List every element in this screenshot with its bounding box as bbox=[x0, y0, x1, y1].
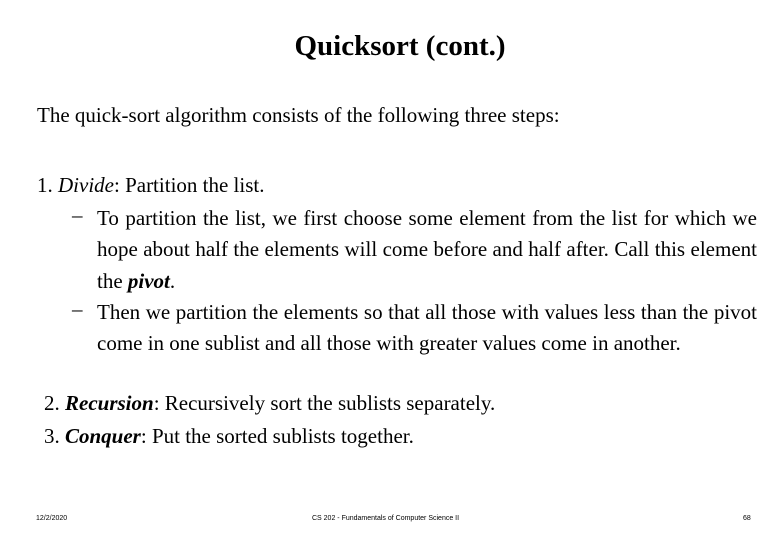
step-recursion bbox=[44, 391, 495, 416]
bullet-text-end: . bbox=[169, 268, 176, 293]
step-term: Conquer bbox=[65, 424, 141, 448]
step-divide bbox=[37, 173, 264, 198]
sub-bullet-sublists: Then we partition the elements so that all those with values less than the pivot come in one sublist and all those with greater values come in another. bbox=[97, 300, 757, 356]
step-number: 3. bbox=[44, 424, 65, 448]
step-term: Divide bbox=[58, 173, 114, 197]
bullet-dash: – bbox=[72, 297, 83, 321]
footer-course: CS 202 - Fundamentals of Computer Science II bbox=[312, 515, 460, 522]
step-number: 1. bbox=[37, 173, 58, 197]
slide-title: Quicksort (cont.) bbox=[294, 30, 506, 62]
pivot-term: pivot bbox=[127, 268, 170, 293]
step-text: : Put the sorted sublists together. bbox=[140, 424, 414, 448]
step-conquer bbox=[44, 424, 414, 449]
step-text: : Recursively sort the sublists separately. bbox=[153, 391, 496, 415]
footer-date: 12/2/2020 bbox=[36, 515, 68, 522]
intro-text: The quick-sort algorithm consists of the following three steps: bbox=[37, 103, 560, 127]
step-text: : Partition the list. bbox=[113, 173, 265, 197]
step-number: 2. bbox=[44, 391, 65, 415]
sub-bullet-partition bbox=[97, 203, 757, 297]
step-term: Recursion bbox=[65, 391, 154, 415]
bullet-dash: – bbox=[72, 203, 83, 227]
bullet-text: To partition the list, we first choose some element from the list for which we hope about half the elements will come before and half after. Call this element the bbox=[97, 206, 757, 293]
footer-page-number: 68 bbox=[743, 515, 751, 522]
